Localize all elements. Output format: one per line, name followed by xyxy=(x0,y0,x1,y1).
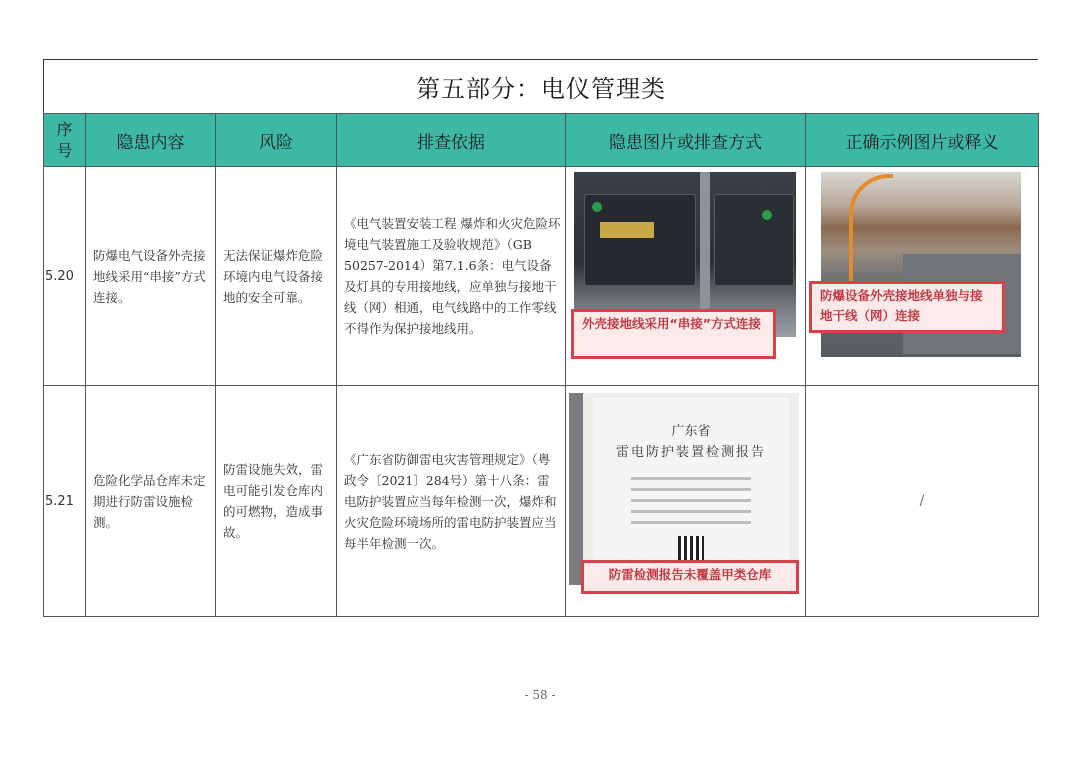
table-row xyxy=(44,386,1039,617)
desk-edge xyxy=(569,393,583,585)
header-seq-line1: 序 xyxy=(56,120,73,139)
hazard-table xyxy=(43,113,1039,617)
ground-mark-left xyxy=(592,202,602,212)
correct-example-empty: / xyxy=(806,386,1039,617)
ground-wire xyxy=(849,174,893,288)
risk-content: 无法保证爆炸危险环境内电气设备接地的安全可靠。 xyxy=(216,167,337,386)
header-seq-line2: 号 xyxy=(56,141,73,160)
report-province: 广东省 xyxy=(671,424,711,439)
table-header-row xyxy=(44,114,1039,167)
correct-image-cell xyxy=(806,167,1039,386)
header-correct-example: 正确示例图片或释义 xyxy=(806,114,1039,167)
inspection-report xyxy=(593,397,789,583)
qr-code-icon xyxy=(678,536,704,562)
row-number: 5.21 xyxy=(44,386,86,617)
report-fields xyxy=(631,477,751,524)
enclosure-right xyxy=(714,194,794,286)
table-row xyxy=(44,167,1039,386)
hazard-image-cell xyxy=(566,167,806,386)
hazard-content: 防爆电气设备外壳接地线采用“串接”方式连接。 xyxy=(86,167,216,386)
basis-content: 《广东省防御雷电灾害管理规定》（粤政令〔2021〕284号）第十八条：雷电防护装置应当每年检测一次，爆炸和火灾危险环境场所的雷电防护装置应当每半年检测一次。 xyxy=(337,386,566,617)
header-hazard-image: 隐患图片或排查方式 xyxy=(566,114,806,167)
header-basis: 排查依据 xyxy=(337,114,566,167)
row-number: 5.20 xyxy=(44,167,86,386)
header-seq xyxy=(44,114,86,167)
header-hazard: 隐患内容 xyxy=(86,114,216,167)
correct-callout: 防爆设备外壳接地线单独与接地干线（网）连接 xyxy=(809,281,1005,333)
hazard-callout: 防雷检测报告未覆盖甲类仓库 xyxy=(581,560,799,594)
inspection-sheet xyxy=(43,59,1038,617)
hazard-image-cell xyxy=(566,386,806,617)
section-title: 第五部分：电仪管理类 xyxy=(43,59,1038,113)
basis-content: 《电气装置安装工程 爆炸和火灾危险环境电气装置施工及验收规范》（GB 50257-2014）第7.1.6条：电气设备及灯具的专用接地线，应单独与接地干线（网）相通，电气线路中的工作零线不得作为保护接地线用。 xyxy=(337,167,566,386)
nameplate xyxy=(600,222,654,238)
page-number: - 58 - xyxy=(524,688,556,702)
header-risk: 风险 xyxy=(216,114,337,167)
hazard-callout: 外壳接地线采用“串接”方式连接 xyxy=(571,309,776,359)
report-title: 雷电防护装置检测报告 xyxy=(615,445,766,460)
hazard-content: 危险化学品仓库未定期进行防雷设施检测。 xyxy=(86,386,216,617)
report-photo xyxy=(569,393,799,585)
risk-content: 防雷设施失效，雷电可能引发仓库内的可燃物，造成事故。 xyxy=(216,386,337,617)
ground-mark-right xyxy=(762,210,772,220)
